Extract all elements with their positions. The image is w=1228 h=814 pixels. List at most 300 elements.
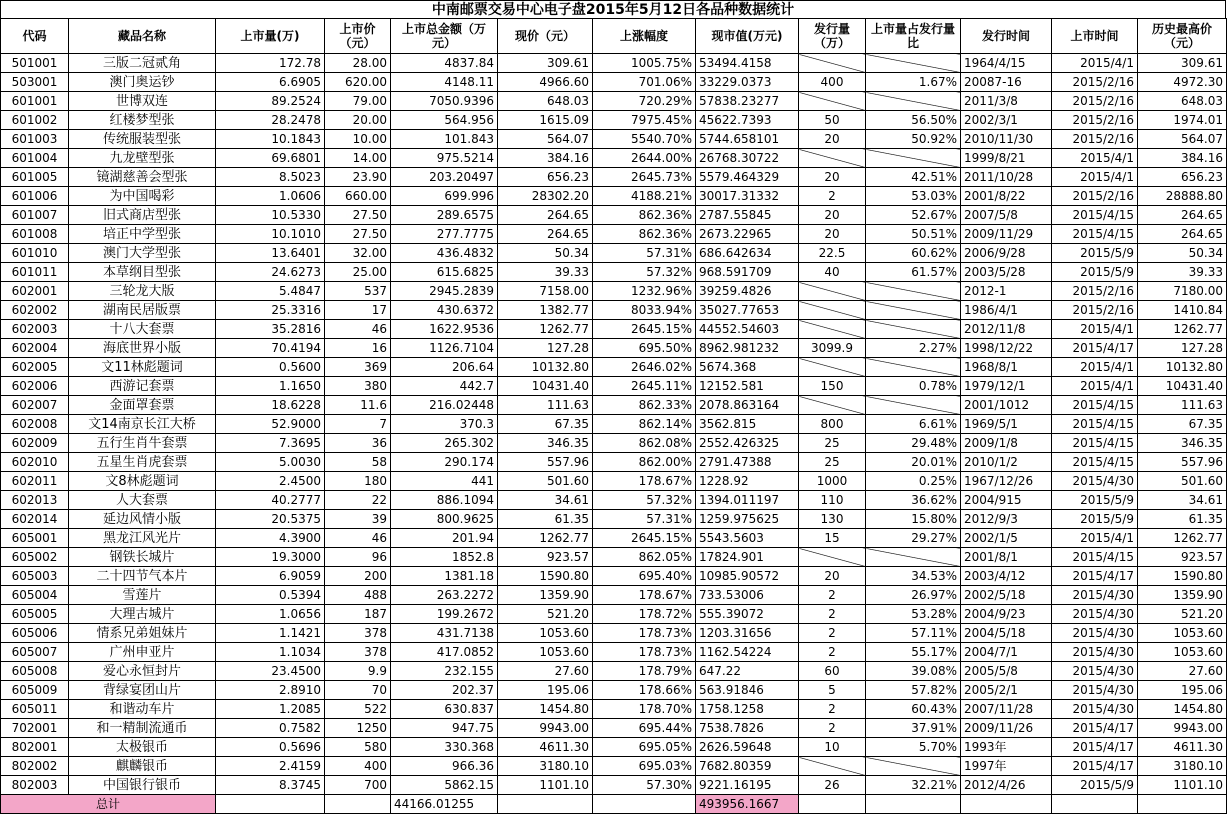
issue-date-cell[interactable]: 2009/1/8	[961, 434, 1052, 453]
market-value-cell[interactable]: 1203.31656	[696, 624, 799, 643]
col-header-code[interactable]: 代码	[1, 19, 69, 54]
listed-qty-cell[interactable]: 0.5600	[216, 358, 325, 377]
listed-qty-cell[interactable]: 89.2524	[216, 92, 325, 111]
listing-price-cell[interactable]: 46	[325, 320, 391, 339]
historic-high-cell[interactable]: 3180.10	[1138, 757, 1227, 776]
issue-date-cell[interactable]: 2009/11/26	[961, 719, 1052, 738]
current-price-cell[interactable]: 557.96	[498, 453, 593, 472]
issue-qty-cell[interactable]: 50	[799, 111, 866, 130]
market-value-cell[interactable]: 44552.54603	[696, 320, 799, 339]
code-cell[interactable]: 602004	[1, 339, 69, 358]
issue-date-cell[interactable]: 1998/12/22	[961, 339, 1052, 358]
code-cell[interactable]: 602006	[1, 377, 69, 396]
increase-cell[interactable]: 57.32%	[593, 491, 696, 510]
increase-cell[interactable]: 701.06%	[593, 73, 696, 92]
listed-ratio-cell[interactable]: 29.27%	[866, 529, 961, 548]
listed-qty-cell[interactable]: 0.5394	[216, 586, 325, 605]
historic-high-cell[interactable]: 564.07	[1138, 130, 1227, 149]
listed-qty-cell[interactable]: 35.2816	[216, 320, 325, 339]
historic-high-cell[interactable]: 1053.60	[1138, 643, 1227, 662]
current-price-cell[interactable]: 264.65	[498, 206, 593, 225]
historic-high-cell[interactable]: 501.60	[1138, 472, 1227, 491]
market-value-cell[interactable]: 45622.7393	[696, 111, 799, 130]
listing-price-cell[interactable]: 180	[325, 472, 391, 491]
name-cell[interactable]: 镜湖慈善会型张	[69, 168, 216, 187]
increase-cell[interactable]: 862.36%	[593, 225, 696, 244]
listing-date-cell[interactable]: 2015/2/16	[1052, 130, 1138, 149]
listed-qty-cell[interactable]: 10.1843	[216, 130, 325, 149]
listed-ratio-cell[interactable]: 52.67%	[866, 206, 961, 225]
listed-qty-cell[interactable]: 6.9059	[216, 567, 325, 586]
name-cell[interactable]: 延边风情小版	[69, 510, 216, 529]
name-cell[interactable]: 背绿宴团山片	[69, 681, 216, 700]
market-value-cell[interactable]: 2552.426325	[696, 434, 799, 453]
listing-price-cell[interactable]: 70	[325, 681, 391, 700]
listed-qty-cell[interactable]: 7.3695	[216, 434, 325, 453]
historic-high-cell[interactable]: 1590.80	[1138, 567, 1227, 586]
market-value-cell[interactable]: 1162.54224	[696, 643, 799, 662]
current-price-cell[interactable]: 1359.90	[498, 586, 593, 605]
listing-price-cell[interactable]: 620.00	[325, 73, 391, 92]
market-value-cell[interactable]: 12152.581	[696, 377, 799, 396]
market-value-cell[interactable]: 968.591709	[696, 263, 799, 282]
historic-high-cell[interactable]: 28888.80	[1138, 187, 1227, 206]
market-value-cell[interactable]: 39259.4826	[696, 282, 799, 301]
code-cell[interactable]: 602002	[1, 301, 69, 320]
historic-high-cell[interactable]: 4611.30	[1138, 738, 1227, 757]
market-value-cell[interactable]: 3562.815	[696, 415, 799, 434]
listing-price-cell[interactable]: 1250	[325, 719, 391, 738]
listed-ratio-cell[interactable]: 0.78%	[866, 377, 961, 396]
total-amount-cell[interactable]: 886.1094	[391, 491, 498, 510]
listing-price-cell[interactable]: 28.00	[325, 54, 391, 73]
issue-qty-cell[interactable]: 15	[799, 529, 866, 548]
listed-qty-cell[interactable]: 18.6228	[216, 396, 325, 415]
code-cell[interactable]: 802003	[1, 776, 69, 795]
listed-ratio-cell[interactable]: 56.50%	[866, 111, 961, 130]
market-value-cell[interactable]: 33229.0373	[696, 73, 799, 92]
name-cell[interactable]: 本草纲目型张	[69, 263, 216, 282]
listed-qty-cell[interactable]: 40.2777	[216, 491, 325, 510]
historic-high-cell[interactable]: 9943.00	[1138, 719, 1227, 738]
issue-qty-cell[interactable]	[799, 358, 866, 377]
current-price-cell[interactable]: 4611.30	[498, 738, 593, 757]
listing-price-cell[interactable]: 46	[325, 529, 391, 548]
name-cell[interactable]: 和谐动车片	[69, 700, 216, 719]
listing-date-cell[interactable]: 2015/4/1	[1052, 168, 1138, 187]
historic-high-cell[interactable]: 10132.80	[1138, 358, 1227, 377]
increase-cell[interactable]: 862.14%	[593, 415, 696, 434]
increase-cell[interactable]: 57.32%	[593, 263, 696, 282]
listed-ratio-cell[interactable]	[866, 149, 961, 168]
listed-qty-cell[interactable]: 4.3900	[216, 529, 325, 548]
current-price-cell[interactable]: 1454.80	[498, 700, 593, 719]
code-cell[interactable]: 702001	[1, 719, 69, 738]
listing-date-cell[interactable]: 2015/4/15	[1052, 453, 1138, 472]
name-cell[interactable]: 文11林彪题词	[69, 358, 216, 377]
market-value-cell[interactable]: 30017.31332	[696, 187, 799, 206]
issue-date-cell[interactable]: 2007/11/28	[961, 700, 1052, 719]
code-cell[interactable]: 605002	[1, 548, 69, 567]
name-cell[interactable]: 五行生肖牛套票	[69, 434, 216, 453]
current-price-cell[interactable]: 384.16	[498, 149, 593, 168]
increase-cell[interactable]: 2645.11%	[593, 377, 696, 396]
total-empty-cell[interactable]	[216, 795, 325, 814]
total-market-value-cell[interactable]: 493956.1667	[696, 795, 799, 814]
listing-price-cell[interactable]: 378	[325, 624, 391, 643]
increase-cell[interactable]: 178.79%	[593, 662, 696, 681]
listing-date-cell[interactable]: 2015/5/9	[1052, 510, 1138, 529]
listing-price-cell[interactable]: 36	[325, 434, 391, 453]
total-amount-cell[interactable]: 203.20497	[391, 168, 498, 187]
current-price-cell[interactable]: 1590.80	[498, 567, 593, 586]
total-amount-cell[interactable]: 4148.11	[391, 73, 498, 92]
name-cell[interactable]: 十八大套票	[69, 320, 216, 339]
listing-date-cell[interactable]: 2015/2/16	[1052, 92, 1138, 111]
issue-qty-cell[interactable]: 400	[799, 73, 866, 92]
current-price-cell[interactable]: 1262.77	[498, 320, 593, 339]
listing-price-cell[interactable]: 400	[325, 757, 391, 776]
code-cell[interactable]: 602010	[1, 453, 69, 472]
historic-high-cell[interactable]: 656.23	[1138, 168, 1227, 187]
issue-qty-cell[interactable]: 110	[799, 491, 866, 510]
code-cell[interactable]: 601001	[1, 92, 69, 111]
total-empty-cell[interactable]	[498, 795, 593, 814]
increase-cell[interactable]: 8033.94%	[593, 301, 696, 320]
issue-date-cell[interactable]: 2011/10/28	[961, 168, 1052, 187]
listed-qty-cell[interactable]: 1.0656	[216, 605, 325, 624]
historic-high-cell[interactable]: 923.57	[1138, 548, 1227, 567]
historic-high-cell[interactable]: 1454.80	[1138, 700, 1227, 719]
market-value-cell[interactable]: 647.22	[696, 662, 799, 681]
total-empty-cell[interactable]	[1138, 795, 1227, 814]
listed-qty-cell[interactable]: 19.3000	[216, 548, 325, 567]
listed-qty-cell[interactable]: 2.4500	[216, 472, 325, 491]
col-header-listing-date[interactable]: 上市时间	[1052, 19, 1138, 54]
code-cell[interactable]: 602005	[1, 358, 69, 377]
listed-ratio-cell[interactable]: 55.17%	[866, 643, 961, 662]
market-value-cell[interactable]: 686.642634	[696, 244, 799, 263]
listed-ratio-cell[interactable]	[866, 282, 961, 301]
issue-date-cell[interactable]: 2004/5/18	[961, 624, 1052, 643]
total-amount-cell[interactable]: 201.94	[391, 529, 498, 548]
issue-date-cell[interactable]: 1979/12/1	[961, 377, 1052, 396]
code-cell[interactable]: 601007	[1, 206, 69, 225]
historic-high-cell[interactable]: 648.03	[1138, 92, 1227, 111]
historic-high-cell[interactable]: 521.20	[1138, 605, 1227, 624]
historic-high-cell[interactable]: 1359.90	[1138, 586, 1227, 605]
issue-qty-cell[interactable]: 22.5	[799, 244, 866, 263]
issue-date-cell[interactable]: 2004/9/23	[961, 605, 1052, 624]
total-empty-cell[interactable]	[593, 795, 696, 814]
increase-cell[interactable]: 178.66%	[593, 681, 696, 700]
market-value-cell[interactable]: 7538.7826	[696, 719, 799, 738]
issue-date-cell[interactable]: 2002/1/5	[961, 529, 1052, 548]
name-cell[interactable]: 三版二冠贰角	[69, 54, 216, 73]
total-amount-cell[interactable]: 289.6575	[391, 206, 498, 225]
increase-cell[interactable]: 57.31%	[593, 510, 696, 529]
listing-date-cell[interactable]: 2015/4/1	[1052, 320, 1138, 339]
listed-ratio-cell[interactable]: 20.01%	[866, 453, 961, 472]
total-empty-cell[interactable]	[325, 795, 391, 814]
increase-cell[interactable]: 695.03%	[593, 757, 696, 776]
current-price-cell[interactable]: 309.61	[498, 54, 593, 73]
listing-price-cell[interactable]: 58	[325, 453, 391, 472]
historic-high-cell[interactable]: 39.33	[1138, 263, 1227, 282]
issue-date-cell[interactable]: 2012/9/3	[961, 510, 1052, 529]
listing-price-cell[interactable]: 10.00	[325, 130, 391, 149]
listed-ratio-cell[interactable]: 60.43%	[866, 700, 961, 719]
current-price-cell[interactable]: 50.34	[498, 244, 593, 263]
total-amount-cell[interactable]: 441	[391, 472, 498, 491]
total-amount-cell[interactable]: 277.7775	[391, 225, 498, 244]
listing-date-cell[interactable]: 2015/4/30	[1052, 586, 1138, 605]
listed-ratio-cell[interactable]	[866, 548, 961, 567]
name-cell[interactable]: 钢铁长城片	[69, 548, 216, 567]
total-amount-cell[interactable]: 975.5214	[391, 149, 498, 168]
market-value-cell[interactable]: 733.53006	[696, 586, 799, 605]
listed-qty-cell[interactable]: 2.4159	[216, 757, 325, 776]
listed-ratio-cell[interactable]: 6.61%	[866, 415, 961, 434]
name-cell[interactable]: 麒麟银币	[69, 757, 216, 776]
listed-ratio-cell[interactable]: 15.80%	[866, 510, 961, 529]
increase-cell[interactable]: 5540.70%	[593, 130, 696, 149]
listing-price-cell[interactable]: 380	[325, 377, 391, 396]
increase-cell[interactable]: 1005.75%	[593, 54, 696, 73]
market-value-cell[interactable]: 2673.22965	[696, 225, 799, 244]
current-price-cell[interactable]: 10431.40	[498, 377, 593, 396]
issue-date-cell[interactable]: 20087-16	[961, 73, 1052, 92]
col-header-listed-qty[interactable]: 上市量(万)	[216, 19, 325, 54]
listed-qty-cell[interactable]: 8.3745	[216, 776, 325, 795]
market-value-cell[interactable]: 26768.30722	[696, 149, 799, 168]
issue-date-cell[interactable]: 2012/11/8	[961, 320, 1052, 339]
issue-qty-cell[interactable]: 10	[799, 738, 866, 757]
issue-qty-cell[interactable]: 20	[799, 130, 866, 149]
listing-date-cell[interactable]: 2015/4/1	[1052, 149, 1138, 168]
name-cell[interactable]: 黑龙江风光片	[69, 529, 216, 548]
market-value-cell[interactable]: 5674.368	[696, 358, 799, 377]
listed-ratio-cell[interactable]: 0.25%	[866, 472, 961, 491]
listed-qty-cell[interactable]: 8.5023	[216, 168, 325, 187]
listing-date-cell[interactable]: 2015/4/1	[1052, 529, 1138, 548]
code-cell[interactable]: 503001	[1, 73, 69, 92]
historic-high-cell[interactable]: 27.60	[1138, 662, 1227, 681]
market-value-cell[interactable]: 555.39072	[696, 605, 799, 624]
listing-date-cell[interactable]: 2015/4/30	[1052, 472, 1138, 491]
historic-high-cell[interactable]: 1974.01	[1138, 111, 1227, 130]
listing-date-cell[interactable]: 2015/4/1	[1052, 377, 1138, 396]
issue-qty-cell[interactable]: 20	[799, 206, 866, 225]
name-cell[interactable]: 西游记套票	[69, 377, 216, 396]
increase-cell[interactable]: 57.31%	[593, 244, 696, 263]
current-price-cell[interactable]: 1053.60	[498, 624, 593, 643]
listing-price-cell[interactable]: 79.00	[325, 92, 391, 111]
code-cell[interactable]: 605005	[1, 605, 69, 624]
issue-qty-cell[interactable]: 40	[799, 263, 866, 282]
listed-ratio-cell[interactable]	[866, 396, 961, 415]
listing-price-cell[interactable]: 537	[325, 282, 391, 301]
market-value-cell[interactable]: 9221.16195	[696, 776, 799, 795]
market-value-cell[interactable]: 57838.23277	[696, 92, 799, 111]
total-amount-cell[interactable]: 1852.8	[391, 548, 498, 567]
issue-qty-cell[interactable]	[799, 149, 866, 168]
current-price-cell[interactable]: 67.35	[498, 415, 593, 434]
code-cell[interactable]: 601006	[1, 187, 69, 206]
code-cell[interactable]: 605006	[1, 624, 69, 643]
current-price-cell[interactable]: 9943.00	[498, 719, 593, 738]
code-cell[interactable]: 605007	[1, 643, 69, 662]
current-price-cell[interactable]: 564.07	[498, 130, 593, 149]
listing-date-cell[interactable]: 2015/4/30	[1052, 643, 1138, 662]
code-cell[interactable]: 601010	[1, 244, 69, 263]
listing-price-cell[interactable]: 369	[325, 358, 391, 377]
listed-ratio-cell[interactable]: 53.28%	[866, 605, 961, 624]
name-cell[interactable]: 金面罩套票	[69, 396, 216, 415]
code-cell[interactable]: 605004	[1, 586, 69, 605]
col-header-total-amount[interactable]: 上市总金额（万元）	[391, 19, 498, 54]
increase-cell[interactable]: 862.00%	[593, 453, 696, 472]
total-amount-cell[interactable]: 1126.7104	[391, 339, 498, 358]
increase-cell[interactable]: 178.70%	[593, 700, 696, 719]
current-price-cell[interactable]: 1053.60	[498, 643, 593, 662]
market-value-cell[interactable]: 7682.80359	[696, 757, 799, 776]
listing-price-cell[interactable]: 23.90	[325, 168, 391, 187]
issue-qty-cell[interactable]: 25	[799, 434, 866, 453]
issue-qty-cell[interactable]	[799, 548, 866, 567]
market-value-cell[interactable]: 1259.975625	[696, 510, 799, 529]
listing-price-cell[interactable]: 96	[325, 548, 391, 567]
total-amount-cell[interactable]: 2945.2839	[391, 282, 498, 301]
total-amount-cell[interactable]: 1622.9536	[391, 320, 498, 339]
issue-date-cell[interactable]: 2002/3/1	[961, 111, 1052, 130]
issue-qty-cell[interactable]: 60	[799, 662, 866, 681]
issue-qty-cell[interactable]: 2	[799, 700, 866, 719]
name-cell[interactable]: 世博双连	[69, 92, 216, 111]
total-amount-cell[interactable]: 370.3	[391, 415, 498, 434]
listing-date-cell[interactable]: 2015/5/9	[1052, 776, 1138, 795]
issue-date-cell[interactable]: 2010/1/2	[961, 453, 1052, 472]
issue-date-cell[interactable]: 2007/5/8	[961, 206, 1052, 225]
listed-ratio-cell[interactable]: 60.62%	[866, 244, 961, 263]
issue-date-cell[interactable]: 1969/5/1	[961, 415, 1052, 434]
issue-date-cell[interactable]: 2001/8/22	[961, 187, 1052, 206]
increase-cell[interactable]: 2645.15%	[593, 529, 696, 548]
listing-date-cell[interactable]: 2015/4/15	[1052, 434, 1138, 453]
code-cell[interactable]: 605001	[1, 529, 69, 548]
increase-cell[interactable]: 862.33%	[593, 396, 696, 415]
code-cell[interactable]: 602003	[1, 320, 69, 339]
name-cell[interactable]: 文8林彪题词	[69, 472, 216, 491]
issue-qty-cell[interactable]: 2	[799, 624, 866, 643]
listed-qty-cell[interactable]: 1.1421	[216, 624, 325, 643]
listed-qty-cell[interactable]: 5.4847	[216, 282, 325, 301]
listed-qty-cell[interactable]: 52.9000	[216, 415, 325, 434]
issue-date-cell[interactable]: 2006/9/28	[961, 244, 1052, 263]
total-amount-cell[interactable]: 436.4832	[391, 244, 498, 263]
issue-qty-cell[interactable]: 5	[799, 681, 866, 700]
issue-date-cell[interactable]: 2012/4/26	[961, 776, 1052, 795]
listed-ratio-cell[interactable]: 32.21%	[866, 776, 961, 795]
name-cell[interactable]: 广州申亚片	[69, 643, 216, 662]
increase-cell[interactable]: 178.73%	[593, 624, 696, 643]
total-empty-cell[interactable]	[1052, 795, 1138, 814]
total-amount-cell[interactable]: 263.2272	[391, 586, 498, 605]
name-cell[interactable]: 人大套票	[69, 491, 216, 510]
market-value-cell[interactable]: 2791.47388	[696, 453, 799, 472]
name-cell[interactable]: 红楼梦型张	[69, 111, 216, 130]
code-cell[interactable]: 602014	[1, 510, 69, 529]
listing-date-cell[interactable]: 2015/5/9	[1052, 244, 1138, 263]
total-empty-cell[interactable]	[799, 795, 866, 814]
current-price-cell[interactable]: 3180.10	[498, 757, 593, 776]
listing-date-cell[interactable]: 2015/4/17	[1052, 738, 1138, 757]
historic-high-cell[interactable]: 1262.77	[1138, 320, 1227, 339]
listing-date-cell[interactable]: 2015/4/15	[1052, 415, 1138, 434]
code-cell[interactable]: 602007	[1, 396, 69, 415]
market-value-cell[interactable]: 1394.011197	[696, 491, 799, 510]
col-header-listed-ratio[interactable]: 上市量占发行量比	[866, 19, 961, 54]
current-price-cell[interactable]: 111.63	[498, 396, 593, 415]
listed-ratio-cell[interactable]: 26.97%	[866, 586, 961, 605]
issue-qty-cell[interactable]: 26	[799, 776, 866, 795]
current-price-cell[interactable]: 1615.09	[498, 111, 593, 130]
name-cell[interactable]: 澳门奥运钞	[69, 73, 216, 92]
listed-ratio-cell[interactable]: 61.57%	[866, 263, 961, 282]
listed-ratio-cell[interactable]	[866, 320, 961, 339]
historic-high-cell[interactable]: 346.35	[1138, 434, 1227, 453]
increase-cell[interactable]: 178.73%	[593, 643, 696, 662]
name-cell[interactable]: 海底世界小版	[69, 339, 216, 358]
historic-high-cell[interactable]: 557.96	[1138, 453, 1227, 472]
issue-qty-cell[interactable]: 20	[799, 225, 866, 244]
listing-date-cell[interactable]: 2015/2/16	[1052, 73, 1138, 92]
current-price-cell[interactable]: 39.33	[498, 263, 593, 282]
issue-qty-cell[interactable]	[799, 282, 866, 301]
issue-date-cell[interactable]: 2012-1	[961, 282, 1052, 301]
listed-qty-cell[interactable]: 5.0030	[216, 453, 325, 472]
issue-qty-cell[interactable]	[799, 396, 866, 415]
historic-high-cell[interactable]: 10431.40	[1138, 377, 1227, 396]
listing-date-cell[interactable]: 2015/4/17	[1052, 757, 1138, 776]
historic-high-cell[interactable]: 264.65	[1138, 225, 1227, 244]
market-value-cell[interactable]: 2787.55845	[696, 206, 799, 225]
listed-qty-cell[interactable]: 0.5696	[216, 738, 325, 757]
increase-cell[interactable]: 178.72%	[593, 605, 696, 624]
listed-qty-cell[interactable]: 24.6273	[216, 263, 325, 282]
col-header-listing-price[interactable]: 上市价（元）	[325, 19, 391, 54]
listed-ratio-cell[interactable]	[866, 358, 961, 377]
total-amount-cell[interactable]: 265.302	[391, 434, 498, 453]
listing-date-cell[interactable]: 2015/4/15	[1052, 225, 1138, 244]
col-header-market-value[interactable]: 现市值(万元)	[696, 19, 799, 54]
market-value-cell[interactable]: 5543.5603	[696, 529, 799, 548]
total-amount-cell[interactable]: 630.837	[391, 700, 498, 719]
issue-date-cell[interactable]: 2005/5/8	[961, 662, 1052, 681]
listed-ratio-cell[interactable]: 34.53%	[866, 567, 961, 586]
issue-date-cell[interactable]: 2004/7/1	[961, 643, 1052, 662]
total-amount-cell[interactable]: 430.6372	[391, 301, 498, 320]
historic-high-cell[interactable]: 67.35	[1138, 415, 1227, 434]
name-cell[interactable]: 湖南民居版票	[69, 301, 216, 320]
current-price-cell[interactable]: 4966.60	[498, 73, 593, 92]
listed-ratio-cell[interactable]: 53.03%	[866, 187, 961, 206]
total-amount-cell[interactable]: 216.02448	[391, 396, 498, 415]
name-cell[interactable]: 九龙壁型张	[69, 149, 216, 168]
total-empty-cell[interactable]	[866, 795, 961, 814]
code-cell[interactable]: 601005	[1, 168, 69, 187]
increase-cell[interactable]: 720.29%	[593, 92, 696, 111]
